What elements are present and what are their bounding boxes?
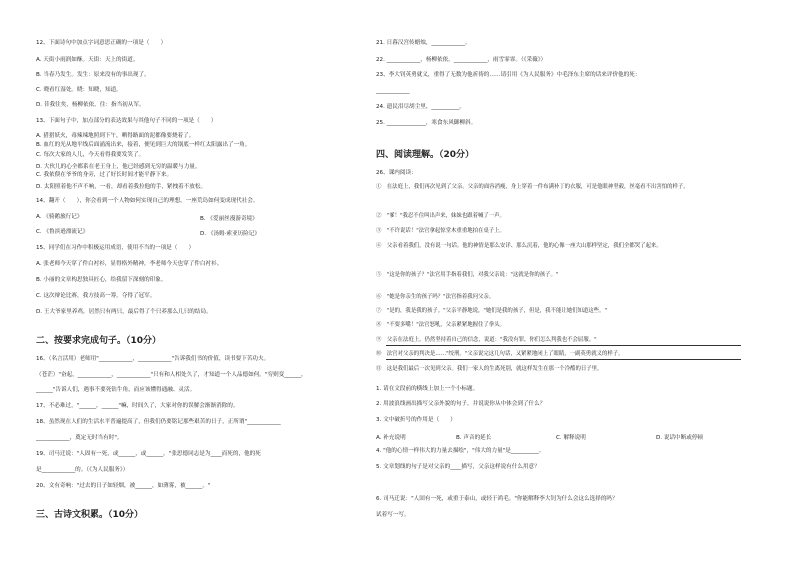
q13-option-d: D. 大伙儿的心全都系在老王身上，他已经感到无穷的温暖与力量。	[36, 164, 201, 170]
question-18-line2: ____________，奠定无时当有时"。	[36, 435, 123, 441]
question-22: 22. ____________，杨柳依依。____________，雨雪霏霏。（《采薇》）	[376, 57, 547, 63]
question-19-line2: 是____________的。（《为人民服务》）	[36, 467, 129, 473]
question-r1: 1. 请在文段前的横线上加上一个小标题。	[376, 386, 479, 392]
q12-option-c: C. 晓看红湿处。晓：知晓，知道。	[36, 87, 122, 93]
passage-para-6: ⑥ "她是你亲生的孩子吗？"法官指着我问父亲。	[376, 294, 495, 300]
question-17: 17、不必难过，"______，______"嘛，时间久了，大家对你的误解会渐渐消除的。	[36, 403, 239, 409]
question-20: 20、文有奇响："过去的日子如轻烟，被______，如薄雾，被______。"	[36, 483, 211, 489]
passage-para-7: ⑦ "是的，我是我的孩子。"父亲平静地说，"她们是我的孩子，但是，我不能让她们知道这些。"	[376, 308, 607, 314]
question-16-line2: （苍茫）"奋起，____________，____________"只有和人相处久了，才知道一个人品德如何。"穷则变______，	[36, 372, 307, 378]
question-15: 15、同学们在习作中积极运用成语，使用不当的一项是（ ）	[36, 245, 195, 251]
q14-option-a: A. 《骑鹅旅行记》	[36, 214, 83, 220]
question-19: 19、司马迁说："人固有一死，或______，或______。"张思德同志是为____而死的，他的死	[36, 451, 261, 457]
q13-option-c: C. 每次大家的人儿，今天看得我要发笑了。	[36, 152, 145, 158]
question-r4: 4. "他的心情一样伟大的力量去描绘"，"伟大的力量"是__________。	[376, 448, 545, 454]
passage-para-8: ⑧ "不要多嘴！"法官怒吼，父亲紧紧地握住了拳头。	[376, 322, 505, 328]
question-16-line3: ______"告诉人们，遇事不要死钻牛角，而应该懂得通融、灵活。	[36, 387, 196, 393]
q3-option-c: C. 解释说明	[556, 435, 586, 441]
section-4-heading: 四、阅读理解。（20分）	[376, 150, 475, 160]
q13-option-d2: D. 太阳照着他不声不响，一看，却看着我拉他的手，紧拽着不放松。	[36, 184, 207, 190]
question-r2: 2. 用波浪线画出描写父亲外貌的句子，并说说你从中体会到了什么？	[376, 401, 546, 407]
question-r6-line2: 试着写一写。	[376, 512, 410, 518]
section-3-heading: 三、古诗文积累。（10分）	[36, 510, 144, 520]
section-2-heading: 二、按要求完成句子。（10分）	[36, 336, 162, 346]
question-13: 13、下面句子中，加点部分的表达效果与其他句子不同的一项是（ ）	[36, 118, 217, 124]
question-14: 14、翻开（ ），你会看到一个人物如何实现自己的理想，一座荒岛如何变成现代社会。	[36, 198, 259, 204]
passage-intro: 26、课内阅读：	[376, 170, 417, 176]
q13-option-b: B. 血红的光从地平线后面涌流出来，接着，便见到巨大的锅底一样红太阳露出了一角。	[36, 142, 251, 148]
passage-para-4: ④ 父亲看着我们，没有说一句话。他的神情是那么安详、那么沉着，他的心像一座大山那样坚定，我们全都哭了起来。	[376, 243, 662, 249]
passage-para-11: ⑪ 这是我们最后一次见到父亲。我们一家人的生离死别，就这样发生在那一个冷酷的日子里。	[376, 366, 603, 372]
q14-option-d: D. 《汤姆·索亚历险记》	[200, 231, 260, 237]
passage-para-3: ③ "不许说话！"法官拿起惊堂木重重地拍在桌子上。	[376, 228, 505, 234]
q3-option-d: D. 说话中断或停顿	[656, 435, 704, 441]
q14-option-c: C. 《鲁滨逊漂流记》	[36, 229, 89, 235]
passage-para-10: ⑩ 法官对父亲的判决是……"绞刑。"父亲说完这几句话，又紧紧地闭上了眼睛，一副英勇就义的样子。	[376, 351, 624, 357]
q15-option-a: A. 张老师今天穿了件白衬衫，显得格外精神，李老师今天也穿了件白衬衫。	[36, 261, 223, 267]
q13-option-a: A. 猎猎妖火，毒辣辣地照到下午，晒得路面的泥都像要烧着了。	[36, 133, 195, 139]
question-21: 21. 日暮汉宫传蜡烛，____________。	[376, 40, 471, 46]
q14-option-b: B. 《爱丽丝漫游奇境》	[200, 216, 258, 222]
q12-option-a: A. 天街小雨润如酥。天街：天上的街道。	[36, 57, 139, 63]
question-24: 24. 遗民泪尽胡尘里，__________。	[376, 104, 465, 110]
q13-option-c2: C. 我依偎在爷爷的身旁，过了好长时间才能平静下来。	[36, 172, 173, 178]
question-12: 12、下面诗句中加点字词意思正确的一项是（ ）	[36, 40, 167, 46]
q15-option-d: D. 王大爷家里养鸡，居然只有两只，最后得了个只养那么几只的结局。	[36, 309, 212, 315]
q3-option-b: B. 声音的延长	[456, 435, 492, 441]
question-r3: 3. 文中破折号的作用是（ ）	[376, 417, 456, 423]
underline-rule	[386, 345, 741, 346]
question-r6: 6. 司马迁说："人固有一死，或重于泰山，或轻于鸿毛。"你能解释李大钊为什么会这么选择的吗？	[376, 496, 618, 502]
q12-option-d: D. 昔我往矣，杨柳依依。往：指当初从军。	[36, 102, 145, 108]
q12-option-b: B. 当春乃发生。发生：原来没有的事出现了。	[36, 72, 150, 78]
question-r5: 5. 文章划线的句子是对父亲的____描写，父亲这样说有什么用意？	[376, 464, 540, 470]
question-16: 16、（名言活用）老师用"____________，____________"告诉我们书的价值，读书要下苦功夫。	[36, 356, 270, 362]
question-23-blank: ____________	[376, 88, 410, 94]
question-25: 25. ______________，寒食东风御柳斜。	[376, 120, 477, 126]
passage-para-1: ① 在法庭上，我们再次见到了父亲。父亲的面容消瘦，身上穿着一件布满补丁的衣服，可是他眼神坚毅，丝毫看不出害怕的样子。	[376, 184, 689, 190]
question-23: 23、李大钊英勇就义，重得了无数为他祈祷的……请引用《为人民服务》中毛泽东主席的话来评价他的死：	[376, 72, 641, 78]
underline-rule-2	[386, 359, 741, 360]
passage-para-2: ② "爹！"我忍不住叫出声来，妹妹也跟着喊了一声。	[376, 213, 505, 219]
q15-option-c: C. 这次辩论比赛，我方技高一筹，夺得了冠军。	[36, 293, 156, 299]
q15-option-b: B. 小丽的文章构思独具匠心，给我留下深刻的印象。	[36, 277, 167, 283]
q3-option-a: A. 补充说明	[376, 435, 406, 441]
passage-para-9: ⑨ 父亲在法庭上，仍然坚持着自己的信念，说道："我没有罪，你们怎么判我也不会屈服。"	[376, 337, 597, 343]
question-18: 18、虽然现在人们的生活水平普遍提高了，但我们仍要铭记那些艰苦的日子，正所谓"____________	[36, 419, 281, 425]
passage-para-5: ⑤ "这是你的孩子？"法官用手指着我们，对我父亲说："这就是你的孩子。"	[376, 272, 559, 278]
